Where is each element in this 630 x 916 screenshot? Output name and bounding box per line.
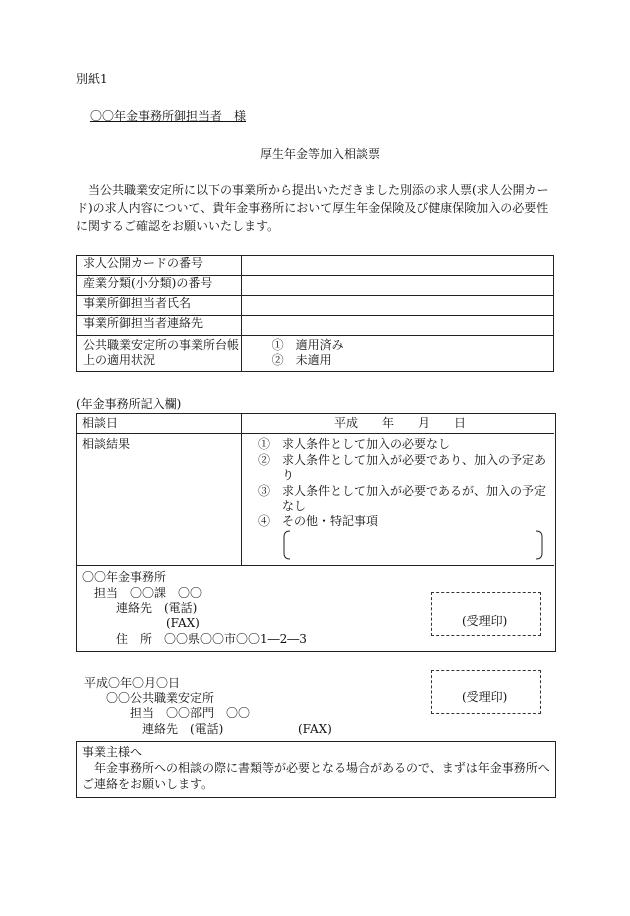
pension-office-fax: (FAX) — [166, 616, 200, 630]
employment-office-name: 〇〇公共職業安定所 — [106, 691, 215, 705]
employment-office-person: 担当 〇〇部門 〇〇 — [130, 706, 251, 720]
issue-date: 平成〇年〇月〇日 — [84, 676, 181, 690]
consult-date-value: 平成 年 月 日 — [334, 416, 467, 430]
result-option-1: ① 求人条件として加入の必要なし — [258, 437, 451, 451]
stamp-label: (受理印) — [462, 614, 508, 628]
pension-office-person: 担当 〇〇課 〇〇 — [94, 586, 203, 600]
status-options — [241, 336, 553, 372]
row-value — [241, 296, 553, 316]
row-value — [241, 276, 553, 296]
status-option-not-applied: ② 未適用 — [271, 353, 332, 367]
result-option-2-cont: り — [258, 468, 295, 482]
result-option-4: ④ その他・特記事項 — [258, 514, 379, 528]
status-option-applied: ① 適用済み — [271, 338, 344, 352]
result-option-3: ③ 求人条件として加入が必要であるが、加入の予定 — [258, 484, 547, 498]
remarks-bracket — [282, 529, 544, 561]
pension-office-address: 住 所 〇〇県〇〇市〇〇1―2―3 — [116, 632, 307, 646]
row-label: 事業所御担当者連絡先 — [77, 316, 242, 336]
intro-line-3: に関するご確認をお願いいたします。 — [76, 219, 280, 233]
employer-note-title: 事業主様へ — [82, 745, 143, 759]
consult-result-label: 相談結果 — [82, 437, 131, 451]
result-option-3-cont: なし — [258, 499, 307, 513]
pension-office-name: 〇〇年金事務所 — [82, 570, 167, 584]
row-label — [77, 336, 242, 372]
result-option-2: ② 求人条件として加入が必要であり、加入の予定あ — [258, 453, 547, 467]
employer-note-line-2: ご連絡をお願いします。 — [82, 777, 214, 791]
attachment-label: 別紙1 — [76, 72, 108, 86]
status-label-line-1: 公共職業安定所の事業所台帳 — [83, 338, 240, 352]
row-label: 産業分類(小分類)の番号 — [77, 276, 242, 296]
employment-office-fax: (FAX) — [298, 722, 332, 736]
employer-note-line-1: 年金事務所への相談の際に書類等が必要となる場合があるので、まずは年金事務所へ — [82, 761, 550, 775]
employment-office-phone: 連絡先 (電話) — [142, 722, 224, 736]
section-heading: (年金事務所記入欄) — [76, 397, 182, 411]
consult-date-label: 相談日 — [82, 416, 119, 430]
status-label-line-2: 上の適用状況 — [83, 353, 156, 367]
addressee: 〇〇年金事務所御担当者 様 — [90, 109, 247, 123]
job-info-table — [76, 255, 554, 372]
page-title: 厚生年金等加入相談票 — [260, 147, 381, 161]
row-value — [241, 316, 553, 336]
row-label: 事業所御担当者氏名 — [77, 296, 242, 316]
row-value — [241, 256, 553, 276]
stamp-label-2: (受理印) — [462, 690, 508, 704]
row-label: 求人公開カードの番号 — [77, 256, 242, 276]
intro-line-2: ド)の求人内容について、貴年金事務所において厚生年金保険及び健康保険加入の必要性 — [76, 201, 549, 215]
intro-line-1: 当公共職業安定所に以下の事業所から提出いただきました別添の求人票(求人公開カー — [76, 183, 549, 197]
pension-office-phone: 連絡先 (電話) — [116, 601, 198, 615]
